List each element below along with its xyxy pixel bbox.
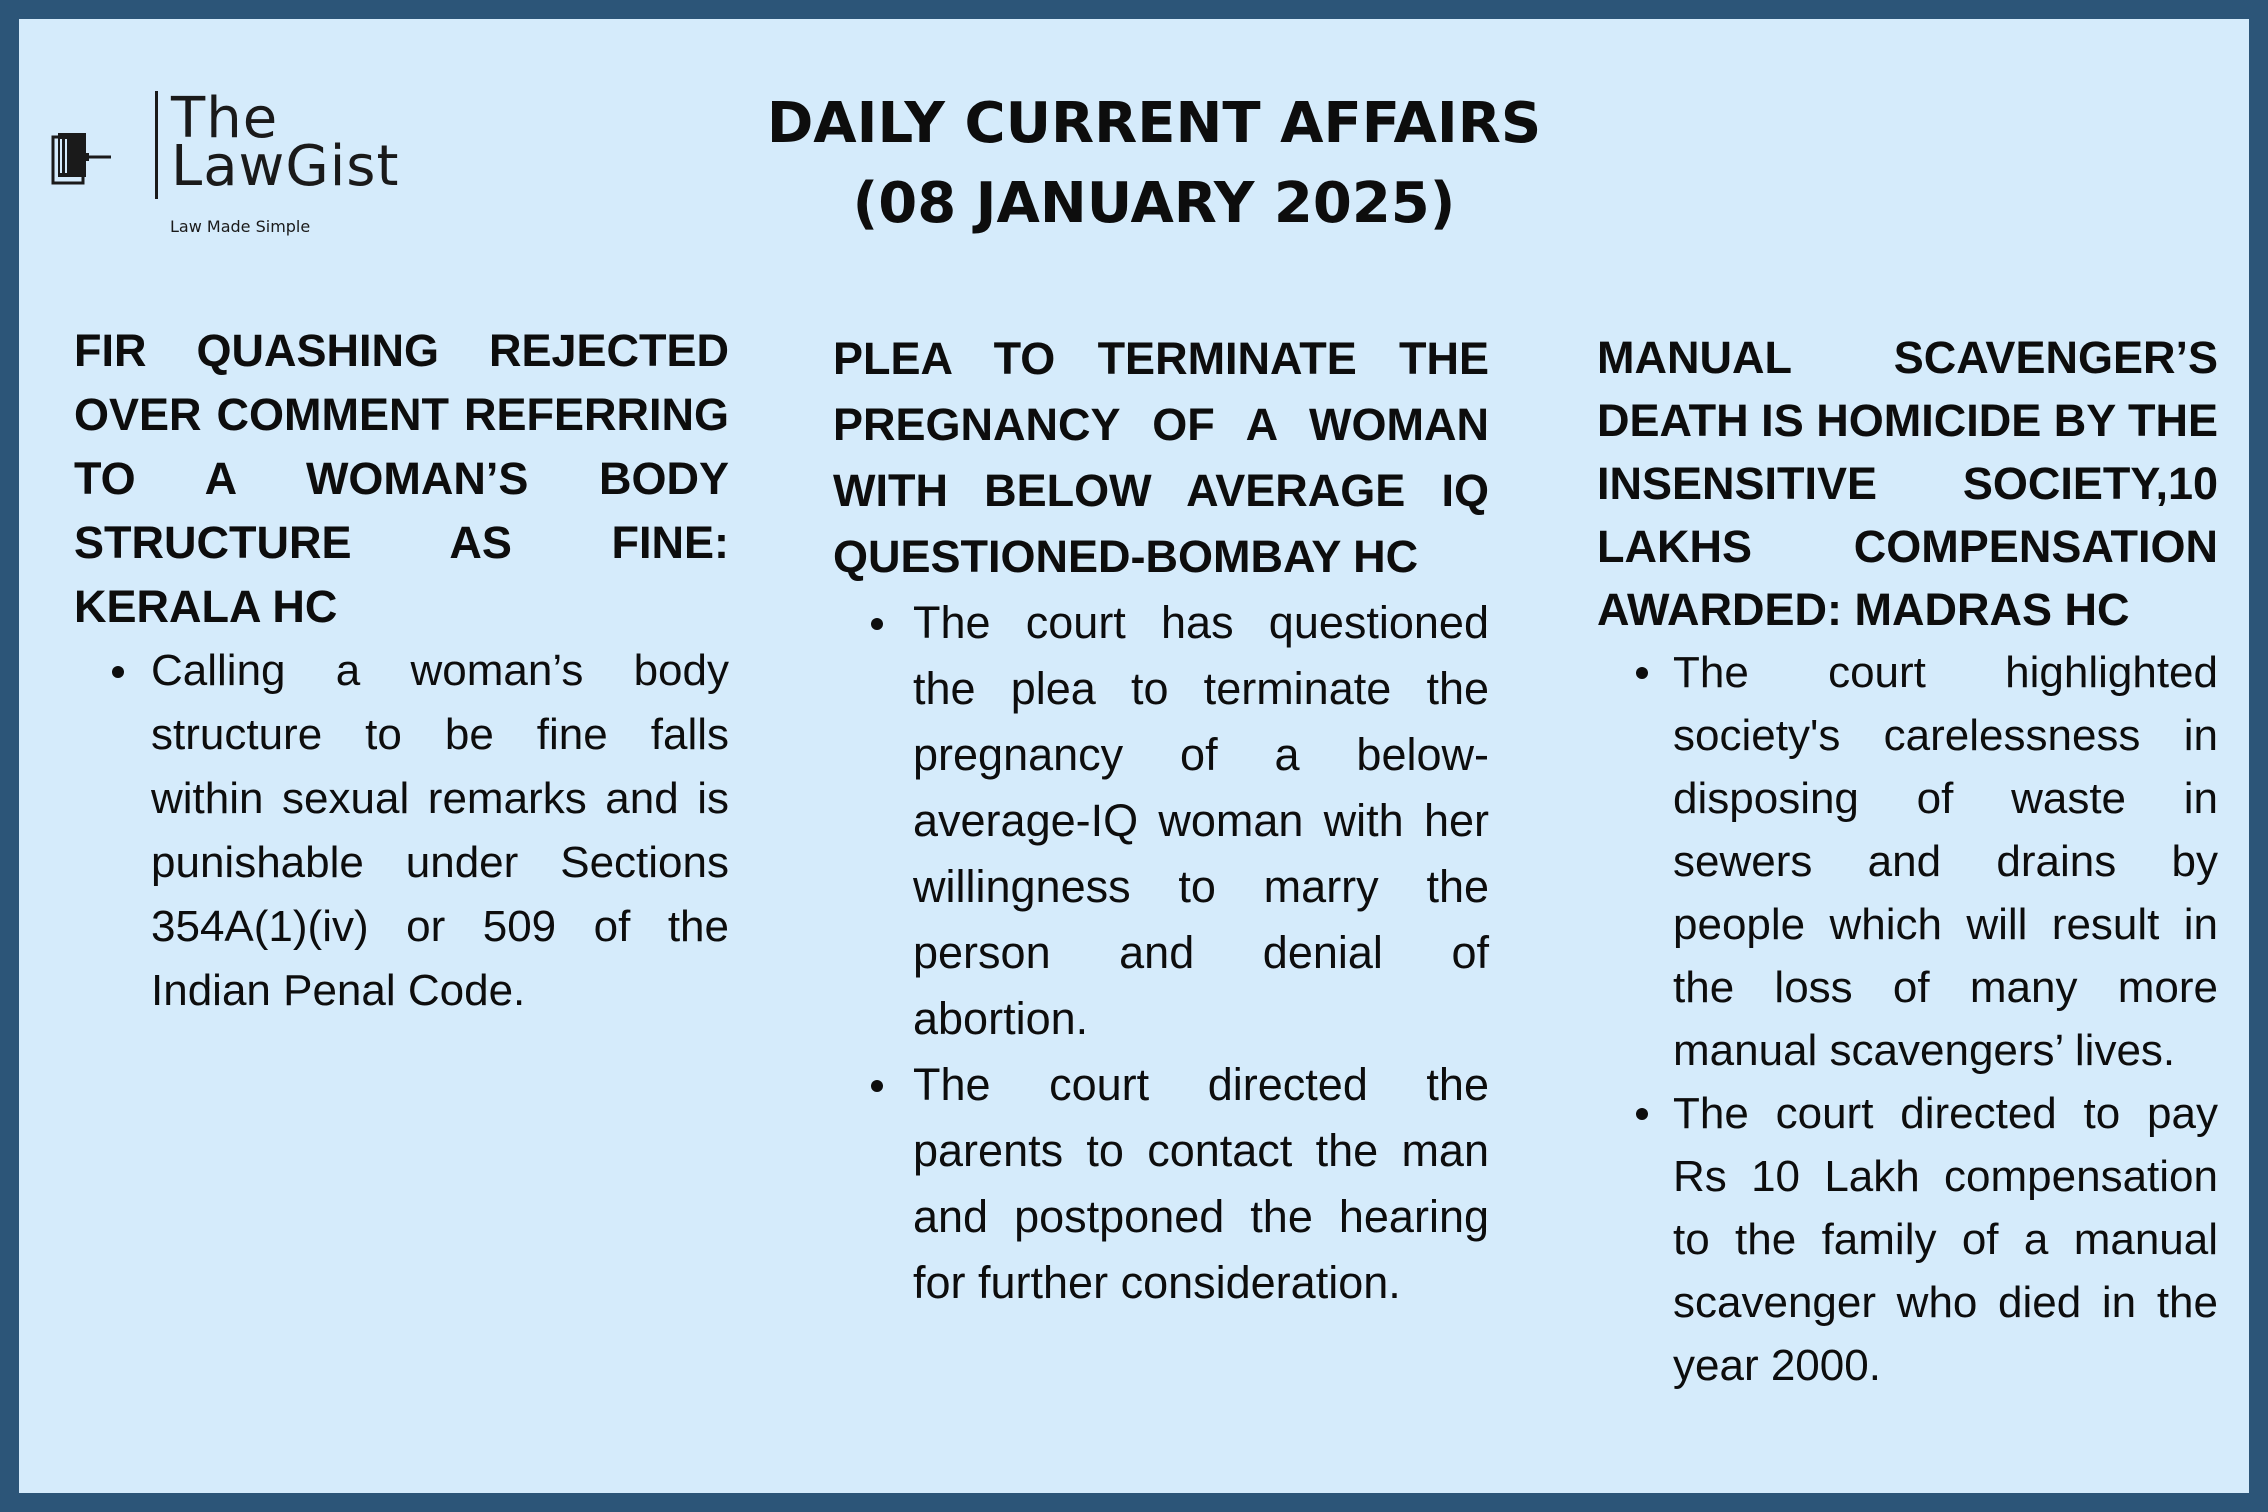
news-column-madras bbox=[1597, 326, 2218, 1397]
bullet-item: The court directed to pay Rs 10 Lakh compensation to the family of a manual scavenger who died in the year 2000. bbox=[1673, 1082, 2218, 1397]
bullet-item: The court highlighted society's carelessness in disposing of waste in sewers and drains by people which will result in the loss of many more manual scavengers’ lives. bbox=[1673, 641, 2218, 1082]
page-frame bbox=[19, 19, 2249, 1493]
logo-tagline: Law Made Simple bbox=[170, 217, 311, 236]
logo-text-lawgist: LawGist bbox=[171, 134, 400, 199]
page-title: DAILY CURRENT AFFAIRS bbox=[766, 91, 1542, 156]
news-heading: PLEA TO TERMINATE THE PREGNANCY OF A WOMAN WITH BELOW AVERAGE IQ QUESTIONED-BOMBAY HC bbox=[833, 333, 1489, 582]
logo-divider bbox=[155, 91, 158, 199]
bullet-item: The court has questioned the plea to terminate the pregnancy of a below-average-IQ woman with her willingness to marry the person and denial of abortion. bbox=[913, 590, 1489, 1052]
news-column-bombay bbox=[833, 326, 1489, 1316]
news-column-kerala bbox=[74, 319, 729, 1023]
bullet-list bbox=[913, 590, 1489, 1316]
news-heading: FIR QUASHING REJECTED OVER COMMENT REFERRING TO A WOMAN’S BODY STRUCTURE AS FINE: KERALA HC bbox=[74, 325, 729, 632]
news-heading: MANUAL SCAVENGER’S DEATH IS HOMICIDE BY THE INSENSITIVE SOCIETY,10 LAKHS COMPENSATION AWARDED: MADRAS HC bbox=[1597, 332, 2218, 635]
bullet-item: The court directed the parents to contact the man and postponed the hearing for further consideration. bbox=[913, 1052, 1489, 1316]
page-date: (08 JANUARY 2025) bbox=[852, 171, 1456, 236]
book-gavel-icon bbox=[49, 127, 115, 193]
lawgist-logo bbox=[49, 86, 400, 241]
bullet-item: Calling a woman’s body structure to be fine falls within sexual remarks and is punishable under Sections 354A(1)(iv) or 509 of the Indian Penal Code. bbox=[151, 639, 729, 1023]
bullet-list bbox=[151, 639, 729, 1023]
logo-text-the: The bbox=[171, 86, 279, 151]
bullet-list bbox=[1673, 641, 2218, 1397]
